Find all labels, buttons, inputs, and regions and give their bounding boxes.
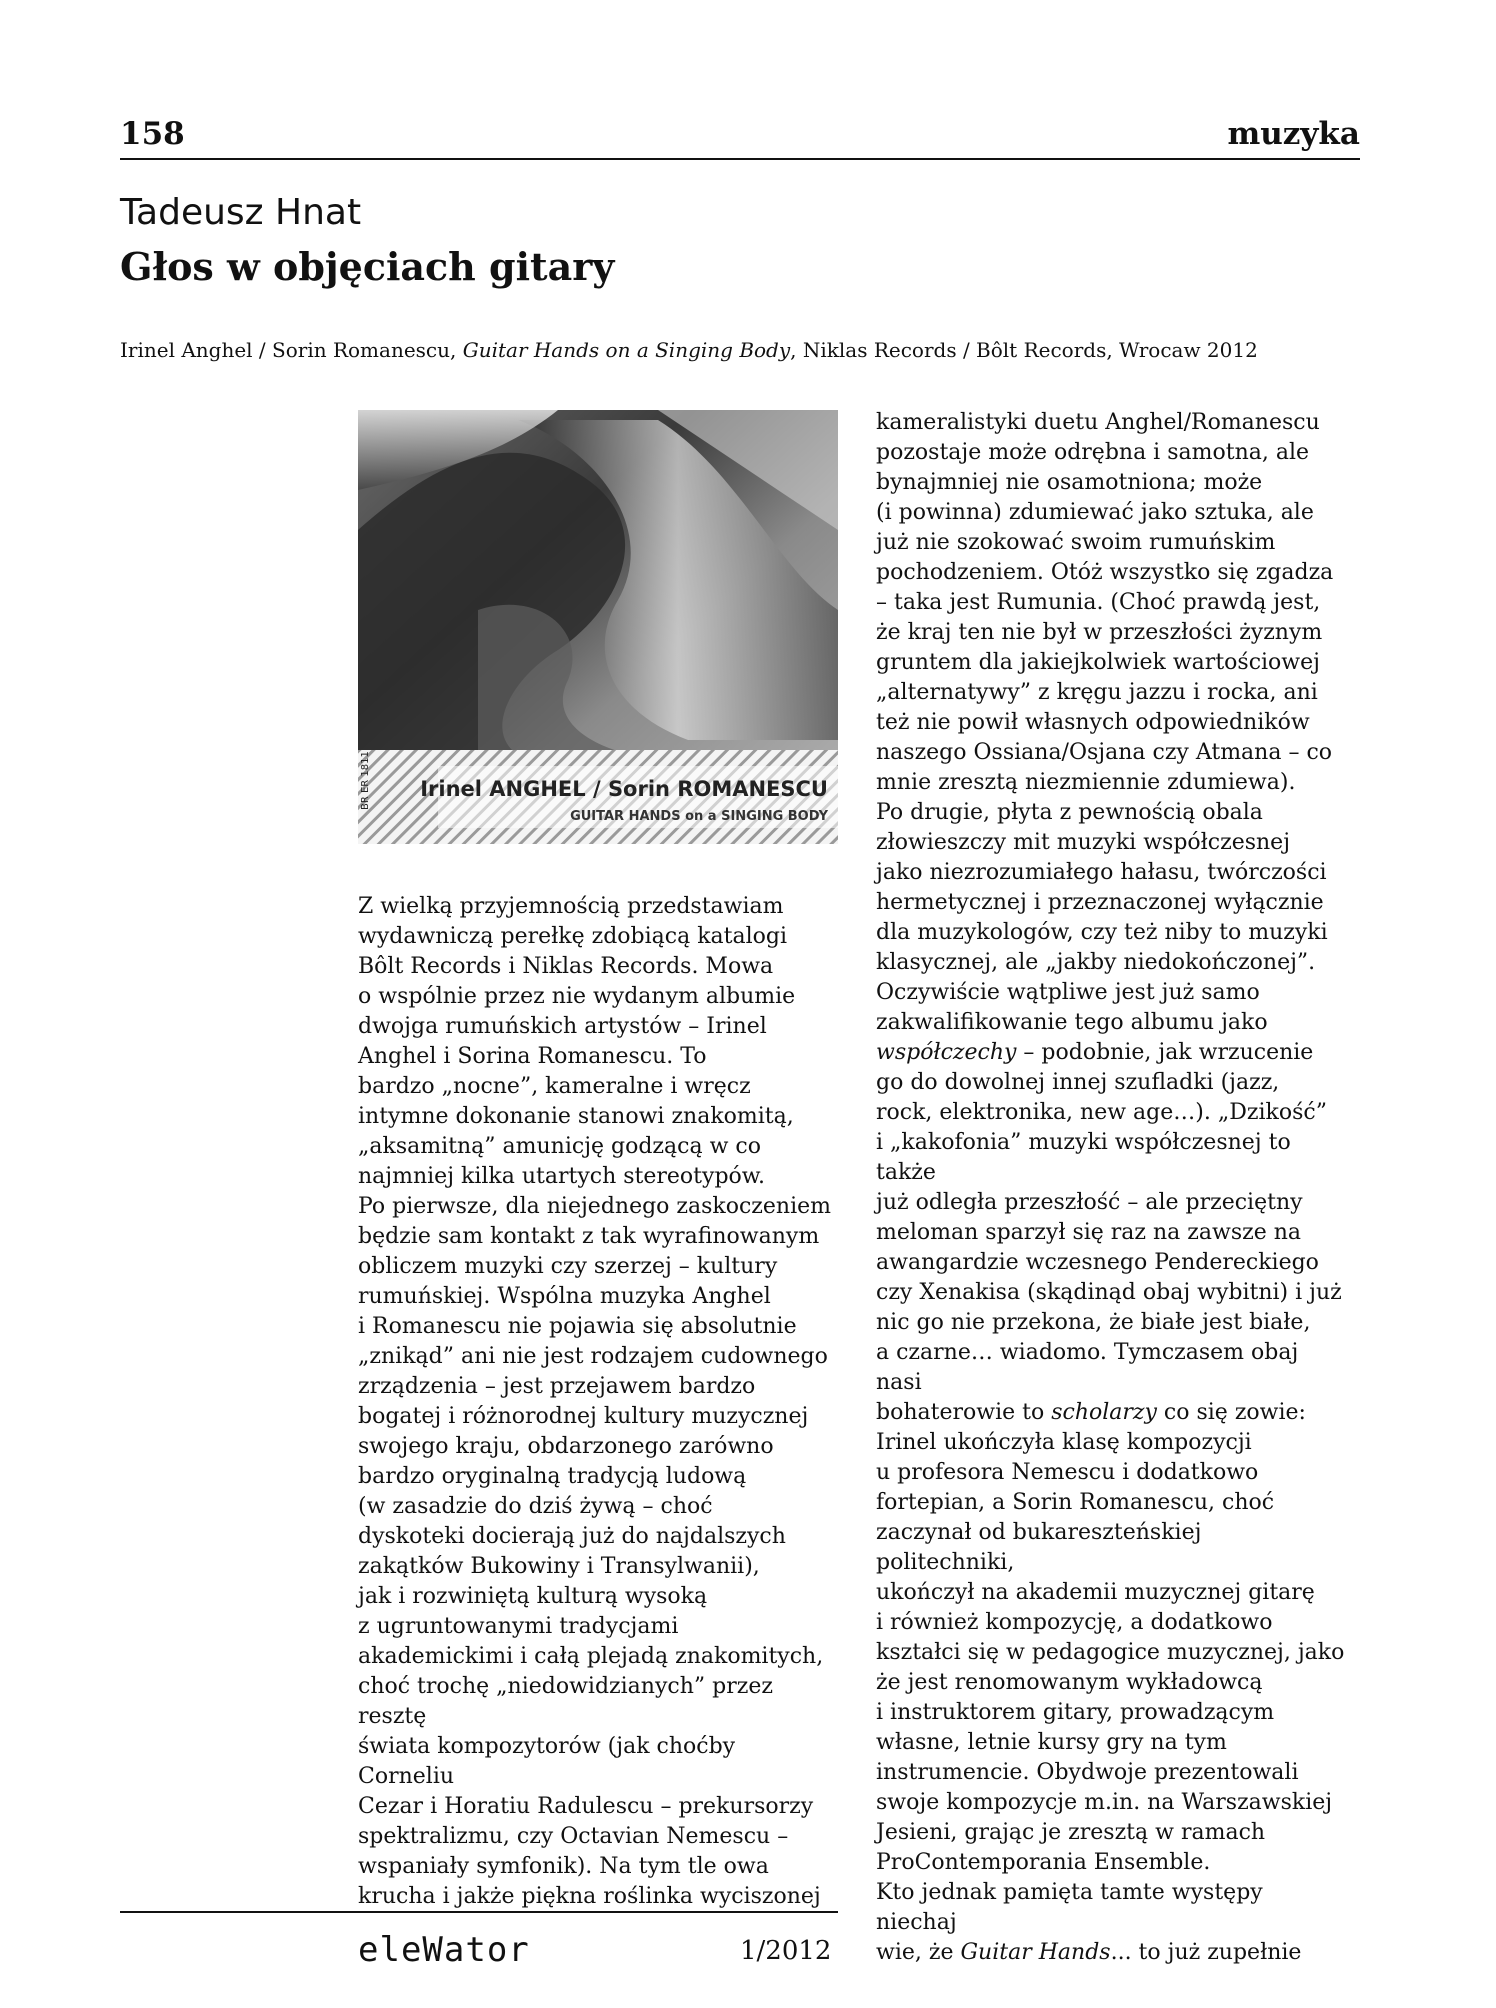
text-line: już nie szokować swoim rumuńskim <box>876 530 1276 555</box>
article-author: Tadeusz Hnat <box>120 192 362 233</box>
text-line: zakątków Bukowiny i Transylwanii), <box>358 1554 760 1579</box>
bibliographic-note <box>120 338 1258 362</box>
text-line: świata kompozytorów (jak choćby Corneliu <box>358 1734 736 1789</box>
issue-number: 1/2012 <box>740 1936 832 1966</box>
text-line: ProContemporania Ensemble. <box>876 1850 1211 1875</box>
text-line: czy Xenakisa (skądinąd obaj wybitni) i już <box>876 1280 1342 1305</box>
text-line: bardzo oryginalną tradycją ludową <box>358 1464 747 1489</box>
text-line: że jest renomowanym wykładowcą <box>876 1670 1263 1695</box>
text-line: hermetycznej i przeznaczonej wyłącznie <box>876 890 1324 915</box>
text-line: choć trochę „niedowidzianych” przez resztę <box>358 1674 773 1729</box>
article-column-right <box>876 408 1346 1968</box>
text-line: instrumencie. Obydwoje prezentowali <box>876 1760 1299 1785</box>
text-line: u profesora Nemescu i dodatkowo <box>876 1460 1259 1485</box>
cover-artist-1: Irinel ANGHEL <box>420 777 586 801</box>
text-line: Bôlt Records i Niklas Records. Mowa <box>358 954 774 979</box>
text-line: obliczem muzyki czy szerzej – kultury <box>358 1254 778 1279</box>
text-line: bogatej i różnorodnej kultury muzycznej <box>358 1404 809 1429</box>
text-line: Po pierwsze, dla niejednego zaskoczeniem <box>358 1194 831 1219</box>
text-line: kształci się w pedagogice muzycznej, jako <box>876 1640 1345 1665</box>
text-line: zakwalifikowanie tego albumu jako <box>876 1010 1268 1035</box>
text-line: bardzo „nocne”, kameralne i wręcz <box>358 1074 751 1099</box>
text-line: będzie sam kontakt z tak wyrafinowanym <box>358 1224 820 1249</box>
text-line: go do dowolnej innej szufladki (jazz, <box>876 1070 1280 1095</box>
text-line: z ugruntowanymi tradycjami <box>358 1614 679 1639</box>
text-line: wie, że Guitar Hands... to już zupełnie <box>876 1940 1302 1965</box>
text-line: rock, elektronika, new age…). „Dzikość” <box>876 1100 1327 1125</box>
text-line: i instruktorem gitary, prowadzącym <box>876 1700 1275 1725</box>
text-line: mnie zresztą niezmiennie zdumiewa). <box>876 770 1296 795</box>
text-line: najmniej kilka utartych stereotypów. <box>358 1164 765 1189</box>
text-line: dwojga rumuńskich artystów – Irinel <box>358 1014 767 1039</box>
text-line: i Romanescu nie pojawia się absolutnie <box>358 1314 797 1339</box>
text-line: wydawniczą perełkę zdobiącą katalogi <box>358 924 788 949</box>
text-line: bynajmniej nie osamotniona; może <box>876 470 1263 495</box>
text-line: Oczywiście wątpliwe jest już samo <box>876 980 1260 1005</box>
text-line: „znikąd” ani nie jest rodzajem cudownego <box>358 1344 828 1369</box>
page-number: 158 <box>120 116 185 152</box>
text-line: Anghel i Sorina Romanescu. To <box>358 1044 707 1069</box>
text-line: Z wielką przyjemnością przedstawiam <box>358 894 784 919</box>
text-line: klasycznej, ale „jakby niedokończonej”. <box>876 950 1316 975</box>
text-line: kameralistyki duetu Anghel/Romanescu <box>876 410 1320 435</box>
cover-artist-2: Sorin ROMANESCU <box>607 777 828 801</box>
text-line: dyskoteki docierają już do najdalszych <box>358 1524 786 1549</box>
text-line: krucha i jakże piękna roślinka wyciszonej <box>358 1884 821 1909</box>
text-line: ukończył na akademii muzycznej gitarę <box>876 1580 1315 1605</box>
biblio-album-title: Guitar Hands on a Singing Body <box>462 338 791 362</box>
text-line: już odległa przeszłość – ale przeciętny <box>876 1190 1303 1215</box>
cover-catalog-number: BR ER 1811 <box>360 751 371 810</box>
text-line: własne, letnie kursy gry na tym <box>876 1730 1227 1755</box>
text-line: wspaniały symfonik). Na tym tle owa <box>358 1854 769 1879</box>
biblio-artists: Irinel Anghel / Sorin Romanescu, <box>120 338 463 362</box>
text-line: złowieszczy mit muzyki współczesnej <box>876 830 1291 855</box>
text-line: fortepian, a Sorin Romanescu, choć <box>876 1490 1275 1515</box>
text-line: współczechy – podobnie, jak wrzucenie <box>876 1040 1314 1065</box>
text-line: pozostaje może odrębna i samotna, ale <box>876 440 1310 465</box>
album-cover-image <box>358 410 838 844</box>
text-line: jak i rozwiniętą kulturą wysoką <box>358 1584 708 1609</box>
biblio-publisher: , Niklas Records / Bôlt Records, Wrocaw 2012 <box>790 338 1258 362</box>
text-line: meloman sparzył się raz na zawsze na <box>876 1220 1302 1245</box>
text-line: intymne dokonanie stanowi znakomitą, <box>358 1104 794 1129</box>
text-line: „alternatywy” z kręgu jazzu i rocka, ani <box>876 680 1318 705</box>
text-line: Kto jednak pamięta tamte występy niechaj <box>876 1880 1263 1935</box>
text-line: rumuńskiej. Wspólna muzyka Anghel <box>358 1284 771 1309</box>
footer-rule <box>120 1911 838 1913</box>
article-title: Głos w objęciach gitary <box>120 244 615 289</box>
section-title: muzyka <box>1227 116 1360 152</box>
text-line: spektralizmu, czy Octavian Nemescu – <box>358 1824 789 1849</box>
text-line: Cezar i Horatiu Radulescu – prekursorzy <box>358 1794 814 1819</box>
text-line: i „kakofonia” muzyki współczesnej to także <box>876 1130 1291 1185</box>
text-line: gruntem dla jakiejkolwiek wartościowej <box>876 650 1320 675</box>
text-line: swoje kompozycje m.in. na Warszawskiej <box>876 1790 1333 1815</box>
text-line: że kraj ten nie był w przeszłości żyznym <box>876 620 1323 645</box>
text-line: Jesieni, grając je zresztą w ramach <box>876 1820 1266 1845</box>
magazine-logo: eleWator <box>358 1930 530 1970</box>
text-line: jako niezrozumiałego hałasu, twórczości <box>876 860 1327 885</box>
text-line: swojego kraju, obdarzonego zarówno <box>358 1434 774 1459</box>
text-line: Po drugie, płyta z pewnością obala <box>876 800 1263 825</box>
text-line: akademickimi i całą plejadą znakomitych, <box>358 1644 824 1669</box>
text-line: Irinel ukończyła klasę kompozycji <box>876 1430 1252 1455</box>
text-line: o wspólnie przez nie wydanym albumie <box>358 984 796 1009</box>
text-line: zaczynał od bukareszteńskiej politechniki, <box>876 1520 1202 1575</box>
cover-album-title: GUITAR HANDS on a SINGING BODY <box>570 809 828 824</box>
text-line: naszego Ossiana/Osjana czy Atmana – co <box>876 740 1333 765</box>
text-line: nic go nie przekona, że białe jest białe, <box>876 1310 1311 1335</box>
svg-text:Irinel ANGHEL / Sorin ROMANESC: Irinel ANGHEL / Sorin ROMANESCU <box>420 777 828 801</box>
text-line: (w zasadzie do dziś żywą – choć <box>358 1494 713 1519</box>
text-line: i również kompozycję, a dodatkowo <box>876 1610 1273 1635</box>
text-line: „aksamitną” amunicję godzącą w co <box>358 1134 761 1159</box>
text-line: awangardzie wczesnego Pendereckiego <box>876 1250 1319 1275</box>
text-line: – taka jest Rumunia. (Choć prawdą jest, <box>876 590 1321 615</box>
text-line: (i powinna) zdumiewać jako sztuka, ale <box>876 500 1314 525</box>
article-column-left <box>358 892 838 1912</box>
header-rule <box>120 158 1360 160</box>
text-line: też nie powił własnych odpowiedników <box>876 710 1310 735</box>
text-line: bohaterowie to scholarzy co się zowie: <box>876 1400 1306 1425</box>
text-line: dla muzykologów, czy też niby to muzyki <box>876 920 1328 945</box>
text-line: pochodzeniem. Otóż wszystko się zgadza <box>876 560 1334 585</box>
text-line: a czarne… wiadomo. Tymczasem obaj nasi <box>876 1340 1299 1395</box>
text-line: zrządzenia – jest przejawem bardzo <box>358 1374 756 1399</box>
